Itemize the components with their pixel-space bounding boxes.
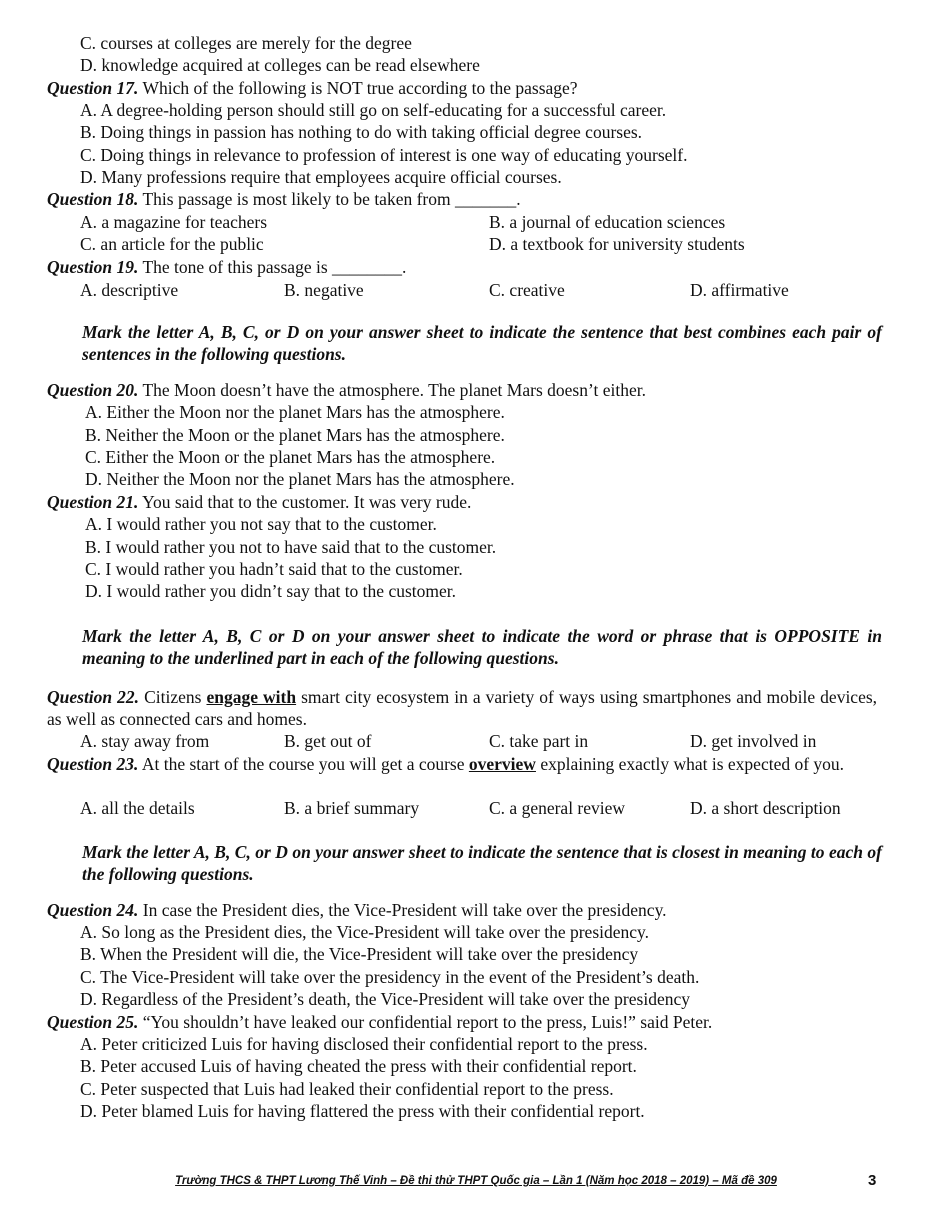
q17-option-a: A. A degree-holding person should still go on self-educating for a successful career. <box>80 100 667 120</box>
q17-option-b: B. Doing things in passion has nothing to do with taking official degree courses. <box>80 122 643 142</box>
q25-option-d: D. Peter blamed Luis for having flattered the press with their confidential report. <box>80 1101 645 1121</box>
q18-option-b: B. a journal of education sciences <box>489 212 726 232</box>
q25-option-c: C. Peter suspected that Luis had leaked their confidential report to the press. <box>80 1079 614 1099</box>
q16-option-c: C. courses at colleges are merely for the degree <box>80 33 412 53</box>
q22-option-d: D. get involved in <box>690 731 817 751</box>
q25-stem: Question 25. “You shouldn’t have leaked our confidential report to the press, Luis!” said Peter. <box>47 1012 713 1032</box>
q20-option-c: C. Either the Moon or the planet Mars has the atmosphere. <box>85 447 496 467</box>
q21-option-b: B. I would rather you not to have said that to the customer. <box>85 537 497 557</box>
page-number: 3 <box>868 1172 877 1189</box>
q17-option-c: C. Doing things in relevance to profession of interest is one way of educating yourself. <box>80 145 688 165</box>
q23-option-c: C. a general review <box>489 798 626 818</box>
q21-stem: Question 21. You said that to the customer. It was very rude. <box>47 492 472 512</box>
q22-option-b: B. get out of <box>284 731 372 751</box>
q24-stem: Question 24. In case the President dies, the Vice-President will take over the presidency. <box>47 900 667 920</box>
q22-underlined: engage with <box>206 687 297 707</box>
q18-option-c: C. an article for the public <box>80 234 264 254</box>
q18-option-d: D. a textbook for university students <box>489 234 745 254</box>
q22-option-c: C. take part in <box>489 731 589 751</box>
page-footer: Trường THCS & THPT Lương Thế Vinh – Đề thi thử THPT Quốc gia – Lần 1 (Năm học 2018 – 2019) – Mã đề 309 <box>175 1175 777 1187</box>
q20-option-b: B. Neither the Moon or the planet Mars has the atmosphere. <box>85 425 505 445</box>
q21-option-d: D. I would rather you didn’t say that to the customer. <box>85 581 456 601</box>
q23-option-b: B. a brief summary <box>284 798 420 818</box>
q19-option-d: D. affirmative <box>690 280 789 300</box>
q25-option-b: B. Peter accused Luis of having cheated the press with their confidential report. <box>80 1056 637 1076</box>
q24-option-d: D. Regardless of the President’s death, the Vice-President will take over the presidency <box>80 989 690 1009</box>
q23-stem: Question 23. At the start of the course you will get a course overview explaining exactly what is expected of you. <box>47 754 845 774</box>
q20-stem: Question 20. The Moon doesn’t have the atmosphere. The planet Mars doesn’t either. <box>47 380 646 400</box>
instruction-opposite: Mark the letter A, B, C or D on your answer sheet to indicate the word or phrase that is OPPOSITE in meaning to the underlined part in each of the following questions. <box>82 626 882 668</box>
q19-option-a: A. descriptive <box>80 280 179 300</box>
q24-option-a: A. So long as the President dies, the Vice-President will take over the presidency. <box>80 922 650 942</box>
q18-option-a: A. a magazine for teachers <box>80 212 268 232</box>
instruction-combine: Mark the letter A, B, C, or D on your answer sheet to indicate the sentence that best combines each pair of sentences in the following questions. <box>82 322 882 364</box>
q22-option-a: A. stay away from <box>80 731 210 751</box>
q21-option-a: A. I would rather you not say that to the customer. <box>85 514 437 534</box>
q24-option-c: C. The Vice-President will take over the presidency in the event of the President’s death. <box>80 967 700 987</box>
q23-underlined: overview <box>468 754 536 774</box>
q21-option-c: C. I would rather you hadn’t said that to the customer. <box>85 559 463 579</box>
q17-stem: Question 17. Which of the following is NOT true according to the passage? <box>47 78 578 98</box>
q24-option-b: B. When the President will die, the Vice-President will take over the presidency <box>80 944 639 964</box>
q19-option-c: C. creative <box>489 280 565 300</box>
q18-stem: Question 18. This passage is most likely to be taken from _______. <box>47 189 521 209</box>
q23-option-d: D. a short description <box>690 798 841 818</box>
q20-option-d: D. Neither the Moon nor the planet Mars has the atmosphere. <box>85 469 515 489</box>
q22-stem: Question 22. Citizens engage with smart city ecosystem in a variety of ways using smartphones and mobile devices, as well as connected cars and homes. <box>47 687 878 730</box>
q25-option-a: A. Peter criticized Luis for having disclosed their confidential report to the press. <box>80 1034 648 1054</box>
q19-stem: Question 19. The tone of this passage is ________. <box>47 257 407 277</box>
q17-option-d: D. Many professions require that employees acquire official courses. <box>80 167 562 187</box>
q16-option-d: D. knowledge acquired at colleges can be read elsewhere <box>80 55 480 75</box>
q19-option-b: B. negative <box>284 280 364 300</box>
instruction-closest: Mark the letter A, B, C, or D on your answer sheet to indicate the sentence that is closest in meaning to each of the following questions. <box>82 842 882 884</box>
q20-option-a: A. Either the Moon nor the planet Mars has the atmosphere. <box>85 402 505 422</box>
q23-option-a: A. all the details <box>80 798 195 818</box>
